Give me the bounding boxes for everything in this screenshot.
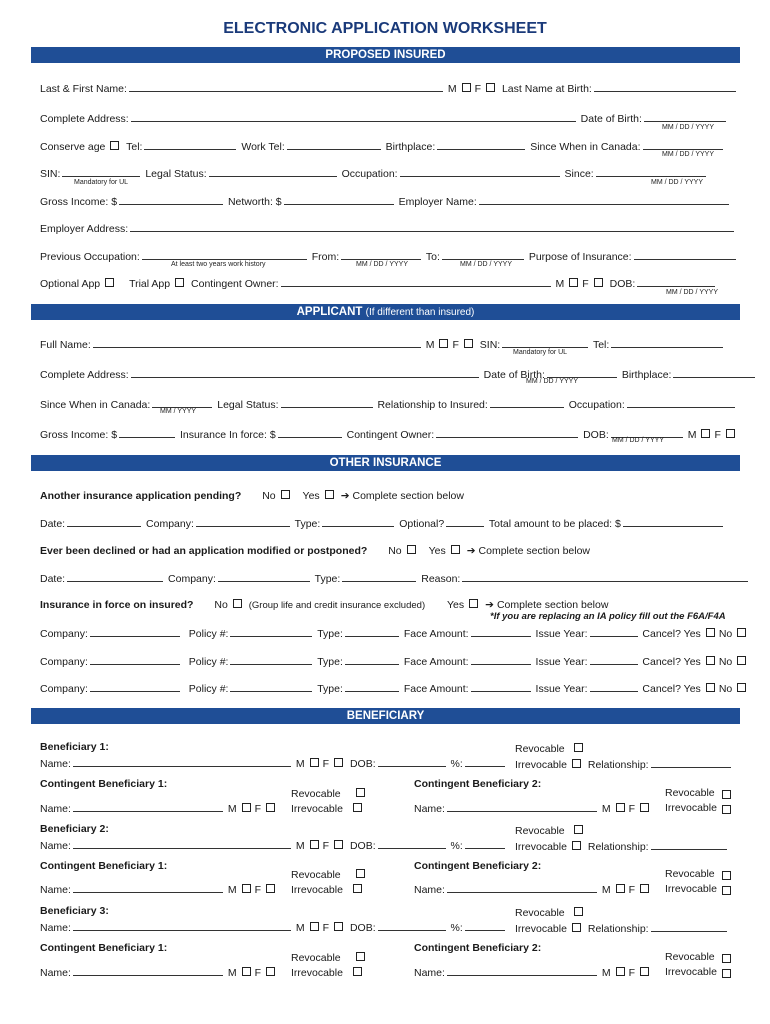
insurance-in-force-field[interactable]	[278, 428, 342, 438]
checkbox-icon[interactable]	[310, 922, 319, 931]
name-field[interactable]	[447, 883, 597, 893]
checkbox-icon[interactable]	[574, 743, 583, 752]
checkbox-icon[interactable]	[640, 967, 649, 976]
checkbox-icon[interactable]	[356, 869, 365, 878]
checkbox-icon[interactable]	[722, 790, 731, 802]
checkbox-icon[interactable]	[722, 954, 731, 966]
since-canada-field[interactable]	[152, 398, 212, 408]
checkbox-icon[interactable]	[701, 429, 710, 438]
checkbox-icon[interactable]	[722, 805, 731, 817]
full-name-field[interactable]	[93, 338, 421, 348]
checkbox-icon[interactable]	[334, 758, 343, 767]
company-field[interactable]	[90, 627, 180, 637]
reason-field[interactable]	[462, 572, 748, 582]
beneficiary-3-label: Beneficiary 3:	[40, 905, 109, 917]
date-field[interactable]	[67, 572, 163, 582]
to-date-field[interactable]	[442, 250, 524, 260]
row-in-force: Insurance in force on insured? No (Group life and credit insurance excluded)	[40, 599, 426, 611]
birthplace-field[interactable]	[673, 368, 755, 378]
row-pending-details: Date: Company: Type: Optional? Total amount to be placed: $	[40, 517, 725, 530]
name-field[interactable]	[447, 966, 597, 976]
face-amount-field[interactable]	[471, 627, 531, 637]
checkbox-icon[interactable]	[334, 840, 343, 849]
row-applicant-status: Since When in Canada: Legal Status: Relationship to Insured: Occupation:	[40, 398, 737, 411]
dob-field[interactable]	[644, 112, 726, 122]
checkbox-icon[interactable]	[462, 83, 471, 92]
relationship-field[interactable]	[651, 840, 727, 850]
work-history-hint: At least two years work history	[171, 261, 266, 268]
revocable-option: Revocable	[515, 907, 587, 919]
checkbox-icon[interactable]	[325, 490, 334, 499]
complete-address-field[interactable]	[131, 368, 479, 378]
revocable-option: Revocable	[515, 825, 587, 837]
section-title: BENEFICIARY	[346, 710, 425, 722]
total-amount-field[interactable]	[623, 517, 723, 527]
checkbox-icon[interactable]	[574, 825, 583, 834]
contingent-row: Name: M F	[414, 883, 653, 896]
row-pending: Another insurance application pending? No Yes ➔ Complete section below	[40, 490, 464, 502]
policy-field[interactable]	[230, 682, 312, 692]
type-field[interactable]	[342, 572, 416, 582]
type-field[interactable]	[345, 627, 399, 637]
networth-field[interactable]	[284, 195, 394, 205]
row-applicant-name: Full Name: M F SIN: Tel:	[40, 338, 725, 351]
contingent-row: Name: M F	[414, 966, 653, 979]
name-field[interactable]	[447, 802, 597, 812]
checkbox-icon[interactable]	[266, 967, 275, 976]
relationship-insured-field[interactable]	[490, 398, 564, 408]
checkbox-icon[interactable]	[616, 803, 625, 812]
previous-occupation-field[interactable]	[142, 250, 307, 260]
policy-field[interactable]	[230, 655, 312, 665]
dob-field[interactable]	[547, 368, 617, 378]
beneficiary-row: Name: M F DOB: %:	[40, 757, 507, 770]
legal-status-field[interactable]	[281, 398, 373, 408]
checkbox-icon[interactable]	[572, 759, 581, 768]
checkbox-icon[interactable]	[706, 683, 715, 692]
checkbox-icon[interactable]	[242, 884, 251, 893]
issue-year-field[interactable]	[590, 655, 638, 665]
gross-income-field[interactable]	[119, 428, 175, 438]
checkbox-icon[interactable]	[334, 922, 343, 931]
occupation-field[interactable]	[400, 167, 560, 177]
arrow-right-icon: ➔	[340, 490, 350, 502]
last-name-birth-field[interactable]	[594, 82, 736, 92]
irrevocable-option: Irrevocable	[665, 802, 717, 814]
checkbox-icon[interactable]	[407, 545, 416, 554]
tel-field[interactable]	[611, 338, 723, 348]
contingent-2-label: Contingent Beneficiary 2:	[414, 778, 542, 790]
checkbox-icon[interactable]	[233, 599, 242, 608]
date-format-hint: MM / DD / YYYY	[662, 124, 714, 131]
checkbox-icon[interactable]	[110, 141, 119, 150]
checkbox-icon[interactable]	[722, 871, 731, 883]
company-field[interactable]	[196, 517, 290, 527]
contingent-row: Name: M F	[40, 883, 279, 896]
policy-row: Company: Policy #: Type: Face Amount: Issue Year: Cancel? Yes No	[40, 655, 750, 668]
issue-year-field[interactable]	[590, 682, 638, 692]
contingent-owner-field[interactable]	[281, 277, 551, 287]
date-field[interactable]	[67, 517, 141, 527]
section-title: OTHER INSURANCE	[329, 457, 442, 469]
face-amount-field[interactable]	[471, 655, 531, 665]
contingent-1-label: Contingent Beneficiary 1:	[40, 860, 168, 872]
row-name: Last & First Name: M F Last Name at Birth:	[40, 82, 738, 95]
checkbox-icon[interactable]	[572, 923, 581, 932]
percent-field[interactable]	[465, 757, 505, 767]
irrevocable-option: Irrevocable	[291, 803, 366, 815]
row-contact: Conserve age Tel: Work Tel: Birthplace: Since When in Canada:	[40, 140, 725, 153]
checkbox-icon[interactable]	[574, 907, 583, 916]
date-format-hint: MM / DD / YYYY	[460, 261, 512, 268]
purpose-field[interactable]	[634, 250, 736, 260]
type-field[interactable]	[345, 655, 399, 665]
company-field[interactable]	[90, 655, 180, 665]
mandatory-ul-hint: Mandatory for UL	[513, 349, 568, 356]
section-applicant	[31, 304, 740, 320]
irrevocable-option: Irrevocable	[665, 883, 717, 895]
optional-field[interactable]	[446, 517, 484, 527]
date-format-hint: MM / DD / YYYY	[612, 437, 664, 444]
beneficiary-row: Name: M F DOB: %:	[40, 839, 507, 852]
beneficiary-2-label: Beneficiary 2:	[40, 823, 109, 835]
employer-address-field[interactable]	[130, 222, 734, 232]
revocable-option: Revocable	[665, 951, 715, 963]
checkbox-icon[interactable]	[616, 967, 625, 976]
name-field[interactable]	[73, 883, 223, 893]
since-canada-field[interactable]	[643, 140, 723, 150]
in-force-yes: Yes ➔ Complete section below	[447, 599, 609, 611]
legal-status-field[interactable]	[209, 167, 337, 177]
checkbox-icon[interactable]	[266, 884, 275, 893]
checkbox-icon[interactable]	[353, 967, 362, 976]
revocable-option: Revocable	[291, 788, 369, 800]
beneficiary-row: Name: M F DOB: %:	[40, 921, 507, 934]
checkbox-icon[interactable]	[722, 886, 731, 898]
name-field[interactable]	[73, 802, 223, 812]
row-previous-occupation: Previous Occupation: From: To: Purpose of Insurance:	[40, 250, 738, 263]
complete-address-field[interactable]	[131, 112, 576, 122]
checkbox-icon[interactable]	[242, 803, 251, 812]
checkbox-icon[interactable]	[737, 628, 746, 637]
name-field[interactable]	[73, 839, 291, 849]
checkbox-icon[interactable]	[572, 841, 581, 850]
dob-field[interactable]	[378, 839, 446, 849]
checkbox-icon[interactable]	[310, 758, 319, 767]
dob-field[interactable]	[637, 277, 715, 287]
arrow-right-icon: ➔	[485, 599, 494, 611]
checkbox-icon[interactable]	[722, 969, 731, 981]
relationship-field[interactable]	[651, 922, 727, 932]
checkbox-icon[interactable]	[706, 656, 715, 665]
contingent-row: Name: M F	[40, 802, 279, 815]
section-other-insurance	[31, 455, 740, 471]
policy-row: Company: Policy #: Type: Face Amount: Issue Year: Cancel? Yes No	[40, 682, 750, 695]
row-app-options: Optional App Trial App Contingent Owner: M F DOB:	[40, 277, 717, 290]
mandatory-ul-hint: Mandatory for UL	[74, 179, 129, 186]
checkbox-icon[interactable]	[281, 490, 290, 499]
contingent-1-label: Contingent Beneficiary 1:	[40, 942, 168, 954]
checkbox-icon[interactable]	[737, 683, 746, 692]
section-title: APPLICANT	[296, 306, 363, 318]
revocable-option: Revocable	[515, 743, 587, 755]
relationship-field[interactable]	[651, 758, 731, 768]
date-format-hint: MM / DD / YYYY	[651, 179, 703, 186]
checkbox-icon[interactable]	[706, 628, 715, 637]
checkbox-icon[interactable]	[486, 83, 495, 92]
checkbox-icon[interactable]	[356, 952, 365, 961]
revocable-option: Revocable	[291, 952, 369, 964]
revocable-option: Revocable	[291, 869, 369, 881]
row-employer-address: Employer Address:	[40, 222, 736, 235]
contingent-1-label: Contingent Beneficiary 1:	[40, 778, 168, 790]
month-year-hint: MM / YYYY	[160, 408, 197, 415]
date-format-hint: MM / DD / YYYY	[666, 289, 718, 296]
tel-field[interactable]	[144, 140, 236, 150]
row-declined-details: Date: Company: Type: Reason:	[40, 572, 750, 585]
row-applicant-address: Complete Address: Date of Birth: Birthplace:	[40, 368, 757, 381]
checkbox-icon[interactable]	[310, 840, 319, 849]
birthplace-field[interactable]	[437, 140, 525, 150]
from-date-field[interactable]	[341, 250, 421, 260]
name-field[interactable]	[73, 966, 223, 976]
section-proposed-insured	[31, 47, 740, 63]
contingent-owner-field[interactable]	[436, 428, 578, 438]
revocable-option: Revocable	[665, 787, 715, 799]
checkbox-icon[interactable]	[469, 599, 478, 608]
irrevocable-option: Irrevocable Relationship:	[515, 758, 733, 771]
section-title: PROPOSED INSURED	[325, 49, 446, 61]
occupation-field[interactable]	[627, 398, 735, 408]
beneficiary-1-label: Beneficiary 1:	[40, 741, 109, 753]
type-field[interactable]	[345, 682, 399, 692]
last-first-name-field[interactable]	[129, 82, 443, 92]
checkbox-icon[interactable]	[242, 967, 251, 976]
checkbox-icon[interactable]	[464, 339, 473, 348]
irrevocable-option: Irrevocable	[665, 966, 717, 978]
contingent-2-label: Contingent Beneficiary 2:	[414, 860, 542, 872]
revocable-option: Revocable	[665, 868, 715, 880]
checkbox-icon[interactable]	[451, 545, 460, 554]
irrevocable-option: Irrevocable	[291, 884, 366, 896]
irrevocable-option: Irrevocable Relationship:	[515, 840, 729, 853]
percent-field[interactable]	[465, 839, 505, 849]
contingent-row: Name: M F	[40, 966, 279, 979]
type-field[interactable]	[322, 517, 394, 527]
checkbox-icon[interactable]	[616, 884, 625, 893]
name-field[interactable]	[73, 757, 291, 767]
date-format-hint: MM / DD / YYYY	[356, 261, 408, 268]
row-applicant-income: Gross Income: $ Insurance In force: $ Contingent Owner: DOB: M F	[40, 428, 739, 441]
checkbox-icon[interactable]	[353, 884, 362, 893]
arrow-right-icon: ➔	[466, 545, 476, 557]
company-field[interactable]	[218, 572, 310, 582]
checkbox-icon[interactable]	[726, 429, 735, 438]
checkbox-icon[interactable]	[439, 339, 448, 348]
checkbox-icon[interactable]	[356, 788, 365, 797]
employer-name-field[interactable]	[479, 195, 729, 205]
replacing-note: *If you are replacing an IA policy fill out the F6A/F4A	[490, 611, 726, 622]
row-sin: SIN: Legal Status: Occupation: Since:	[40, 167, 708, 180]
name-field[interactable]	[73, 921, 291, 931]
contingent-2-label: Contingent Beneficiary 2:	[414, 942, 542, 954]
checkbox-icon[interactable]	[266, 803, 275, 812]
work-tel-field[interactable]	[287, 140, 381, 150]
checkbox-icon[interactable]	[640, 884, 649, 893]
checkbox-icon[interactable]	[175, 278, 184, 287]
row-address: Complete Address: Date of Birth:	[40, 112, 728, 125]
checkbox-icon[interactable]	[353, 803, 362, 812]
face-amount-field[interactable]	[471, 682, 531, 692]
date-format-hint: MM / DD / YYYY	[662, 151, 714, 158]
sin-field[interactable]	[62, 167, 140, 177]
irrevocable-option: Irrevocable	[291, 967, 366, 979]
issue-year-field[interactable]	[590, 627, 638, 637]
policy-field[interactable]	[230, 627, 312, 637]
checkbox-icon[interactable]	[105, 278, 114, 287]
dob-field[interactable]	[378, 921, 446, 931]
row-declined: Ever been declined or had an application modified or postponed? No Yes ➔ Complete section below	[40, 545, 591, 557]
policy-row: Company: Policy #: Type: Face Amount: Issue Year: Cancel? Yes No	[40, 627, 750, 640]
checkbox-icon[interactable]	[594, 278, 603, 287]
date-format-hint: MM / DD / YYYY	[526, 378, 578, 385]
checkbox-icon[interactable]	[569, 278, 578, 287]
checkbox-icon[interactable]	[737, 656, 746, 665]
section-beneficiary	[31, 708, 740, 724]
percent-field[interactable]	[465, 921, 505, 931]
since-field[interactable]	[596, 167, 706, 177]
company-field[interactable]	[90, 682, 180, 692]
page-title: ELECTRONIC APPLICATION WORKSHEET	[223, 20, 547, 37]
dob-field[interactable]	[378, 757, 446, 767]
contingent-row: Name: M F	[414, 802, 653, 815]
section-subtitle: (If different than insured)	[365, 307, 475, 318]
gross-income-field[interactable]	[119, 195, 223, 205]
irrevocable-option: Irrevocable Relationship:	[515, 922, 729, 935]
row-income: Gross Income: $ Networth: $ Employer Name:	[40, 195, 731, 208]
sin-field[interactable]	[502, 338, 588, 348]
checkbox-icon[interactable]	[640, 803, 649, 812]
